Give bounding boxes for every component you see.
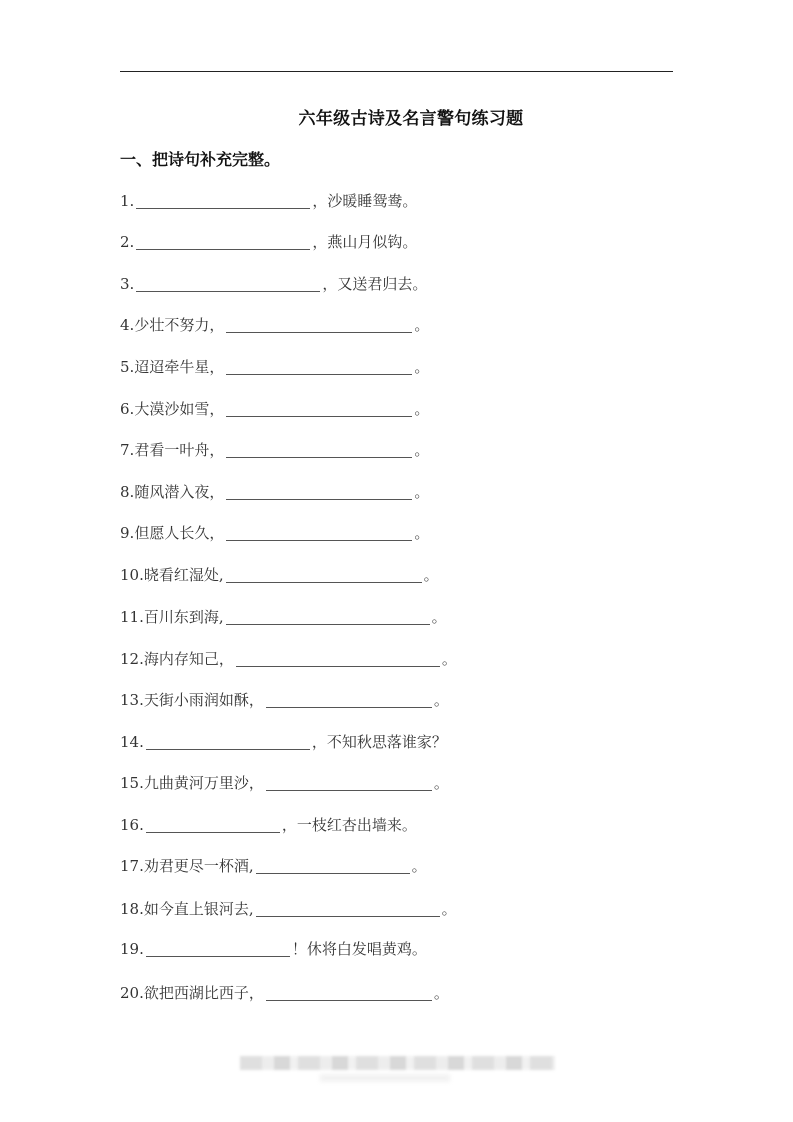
question-16 xyxy=(120,815,417,835)
answer-blank[interactable] xyxy=(226,360,412,375)
question-prefix: 但愿人长久， xyxy=(134,524,225,542)
question-6 xyxy=(120,399,429,419)
question-suffix: 。 xyxy=(423,566,439,584)
question-19 xyxy=(120,939,427,959)
question-prefix: 晓看红湿处, xyxy=(143,566,224,584)
question-12 xyxy=(120,649,457,669)
answer-blank[interactable] xyxy=(146,942,290,957)
question-4 xyxy=(120,315,429,335)
question-number: 1. xyxy=(120,192,135,210)
question-1 xyxy=(120,191,417,211)
question-number: 20. xyxy=(120,984,144,1002)
question-number: 19. xyxy=(120,940,144,958)
question-prefix: 欲把西湖比西子， xyxy=(143,984,264,1002)
answer-blank[interactable] xyxy=(146,818,280,833)
question-suffix: 。 xyxy=(441,650,457,668)
question-suffix: ，一枝红杏出墙来。 xyxy=(281,816,417,834)
question-number: 4. xyxy=(120,316,135,334)
question-number: 9. xyxy=(120,524,135,542)
question-10 xyxy=(120,565,439,585)
question-20 xyxy=(120,983,449,1003)
question-18 xyxy=(120,899,457,919)
question-suffix: ，不知秋思落谁家？ xyxy=(311,733,447,751)
question-prefix: 迢迢牵牛星， xyxy=(134,358,225,376)
answer-blank[interactable] xyxy=(236,652,440,667)
page-title: 六年级古诗及名言警句练习题 xyxy=(298,109,524,129)
answer-blank[interactable] xyxy=(266,693,432,708)
question-suffix: ！休将白发唱黄鸡。 xyxy=(291,940,427,958)
question-prefix: 少壮不努力， xyxy=(134,316,225,334)
question-prefix: 大漠沙如雪， xyxy=(134,400,225,418)
answer-blank[interactable] xyxy=(266,986,432,1001)
question-number: 16. xyxy=(120,816,144,834)
question-number: 18. xyxy=(120,900,144,918)
answer-blank[interactable] xyxy=(226,526,412,541)
question-prefix: 君看一叶舟， xyxy=(134,441,225,459)
question-number: 2. xyxy=(120,233,135,251)
question-5 xyxy=(120,357,429,377)
question-13 xyxy=(120,690,449,710)
question-suffix: 。 xyxy=(433,774,449,792)
question-suffix: ，又送君归去。 xyxy=(322,275,428,293)
answer-blank[interactable] xyxy=(226,318,412,333)
question-prefix: 九曲黄河万里沙， xyxy=(143,774,264,792)
answer-blank[interactable] xyxy=(266,776,432,791)
question-prefix: 天街小雨润如酥， xyxy=(143,691,264,709)
question-15 xyxy=(120,773,449,793)
question-number: 3. xyxy=(120,275,135,293)
answer-blank[interactable] xyxy=(256,902,440,917)
section-heading: 一、把诗句补充完整。 xyxy=(120,150,281,169)
question-17 xyxy=(120,856,427,876)
question-number: 12. xyxy=(120,650,144,668)
question-prefix: 如今直上银河去, xyxy=(143,900,254,918)
question-suffix: ，沙暖睡鸳鸯。 xyxy=(312,192,418,210)
question-suffix: 。 xyxy=(414,358,430,376)
question-14 xyxy=(120,732,447,752)
answer-blank[interactable] xyxy=(146,735,310,750)
question-suffix: ，燕山月似钩。 xyxy=(312,233,418,251)
question-prefix: 百川东到海, xyxy=(143,608,224,626)
question-suffix: 。 xyxy=(411,857,427,875)
answer-blank[interactable] xyxy=(136,235,310,250)
question-suffix: 。 xyxy=(441,900,457,918)
blurred-footer-watermark xyxy=(240,1056,555,1070)
question-number: 14. xyxy=(120,733,144,751)
answer-blank[interactable] xyxy=(256,859,410,874)
question-7 xyxy=(120,440,429,460)
answer-blank[interactable] xyxy=(226,443,412,458)
question-8 xyxy=(120,482,429,502)
question-number: 6. xyxy=(120,400,135,418)
question-9 xyxy=(120,523,429,543)
question-suffix: 。 xyxy=(414,524,430,542)
question-number: 17. xyxy=(120,857,144,875)
answer-blank[interactable] xyxy=(136,194,310,209)
answer-blank[interactable] xyxy=(226,610,430,625)
answer-blank[interactable] xyxy=(226,402,412,417)
question-3 xyxy=(120,274,427,294)
question-suffix: 。 xyxy=(414,316,430,334)
question-number: 7. xyxy=(120,441,135,459)
blurred-footer-watermark-line xyxy=(320,1074,450,1082)
question-suffix: 。 xyxy=(433,984,449,1002)
question-number: 8. xyxy=(120,483,135,501)
question-suffix: 。 xyxy=(431,608,447,626)
answer-blank[interactable] xyxy=(226,485,412,500)
question-suffix: 。 xyxy=(414,441,430,459)
question-2 xyxy=(120,232,417,252)
question-number: 15. xyxy=(120,774,144,792)
question-prefix: 劝君更尽一杯酒, xyxy=(143,857,254,875)
answer-blank[interactable] xyxy=(136,277,320,292)
question-prefix: 海内存知己， xyxy=(143,650,234,668)
question-suffix: 。 xyxy=(433,691,449,709)
question-number: 10. xyxy=(120,566,144,584)
question-number: 13. xyxy=(120,691,144,709)
question-prefix: 随风潜入夜， xyxy=(134,483,225,501)
question-11 xyxy=(120,607,447,627)
question-number: 5. xyxy=(120,358,135,376)
answer-blank[interactable] xyxy=(226,568,422,583)
header-rule xyxy=(120,71,673,72)
question-number: 11. xyxy=(120,608,144,626)
question-suffix: 。 xyxy=(414,483,430,501)
question-suffix: 。 xyxy=(414,400,430,418)
